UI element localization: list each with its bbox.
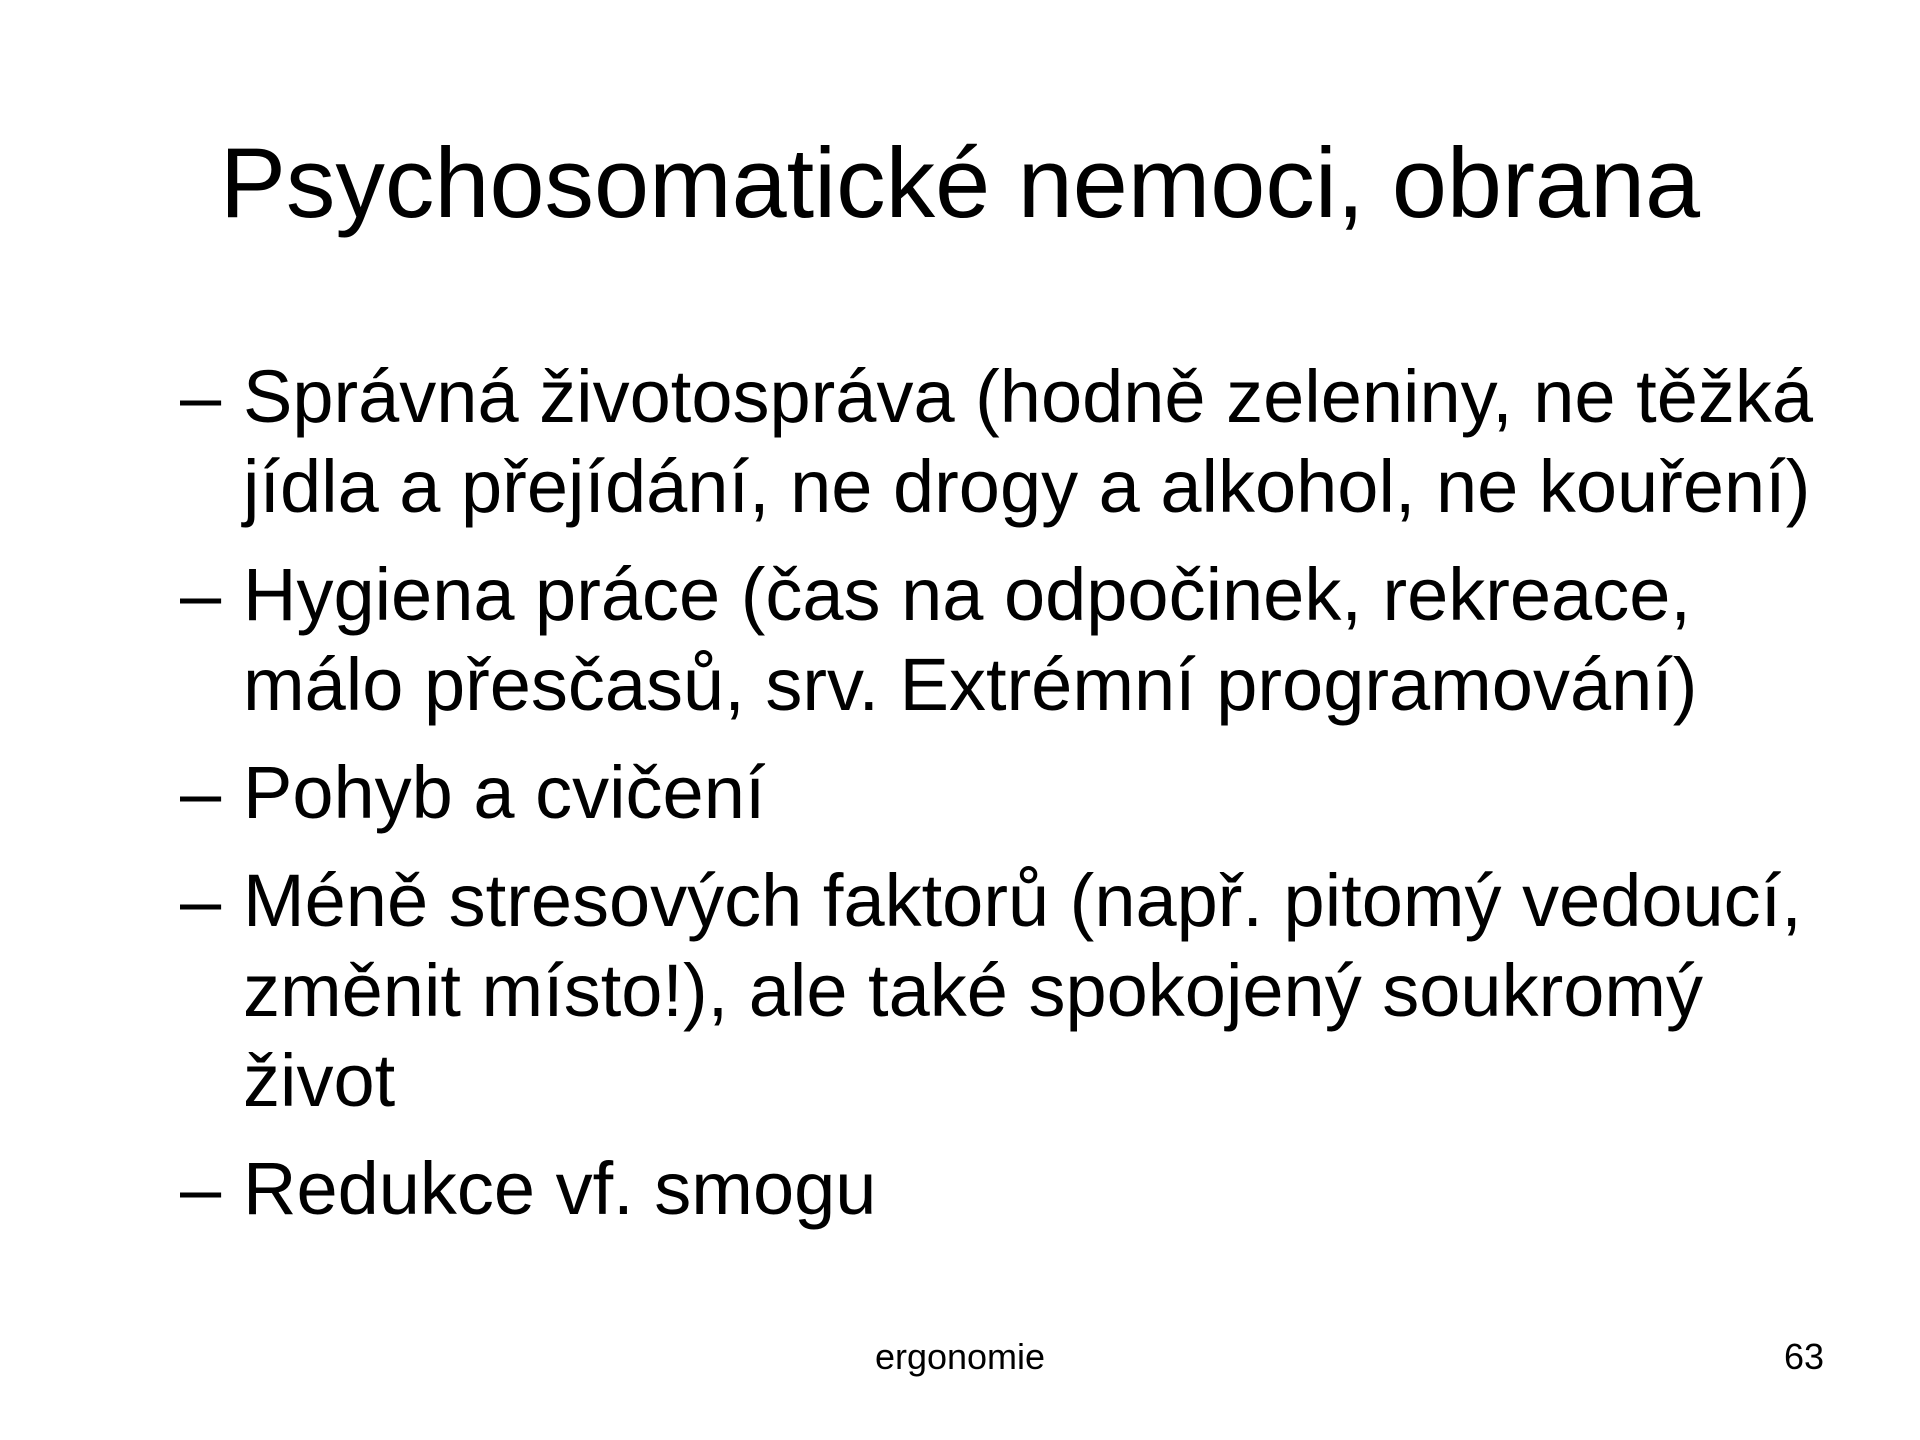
slide-title: Psychosomatické nemoci, obrana <box>219 127 1701 238</box>
footer-text: ergonomie <box>874 1336 1046 1377</box>
bullet-line: Správná životospráva (hodně zeleniny, ne těžká <box>243 355 1814 438</box>
bullet-dash: – <box>180 1147 222 1230</box>
bullet-item <box>180 352 1880 532</box>
bullet-dash: – <box>180 751 222 834</box>
bullet-line: Hygiena práce (čas na odpočinek, rekreace, <box>243 553 1691 636</box>
bullet-line: málo přesčasů, srv. Extrémní programování) <box>243 643 1698 726</box>
bullet-line: Méně stresových faktorů (např. pitomý vedoucí, <box>243 859 1802 942</box>
bullet-line: změnit místo!), ale také spokojený soukromý <box>243 949 1704 1032</box>
bullet-item <box>180 1144 1880 1234</box>
bullet-item <box>180 748 1880 838</box>
bullet-item <box>180 550 1880 730</box>
bullet-dash: – <box>180 553 222 636</box>
bullet-line: jídla a přejídání, ne drogy a alkohol, ne kouření) <box>243 445 1811 528</box>
bullet-line: Pohyb a cvičení <box>243 751 766 834</box>
page-number: 63 <box>1783 1336 1824 1377</box>
bullet-line: život <box>243 1039 396 1122</box>
bullet-dash: – <box>180 859 222 942</box>
bullet-line: Redukce vf. smogu <box>243 1147 877 1230</box>
bullet-list <box>180 352 1880 1234</box>
bullet-item <box>180 856 1880 1126</box>
bullet-dash: – <box>180 355 222 438</box>
